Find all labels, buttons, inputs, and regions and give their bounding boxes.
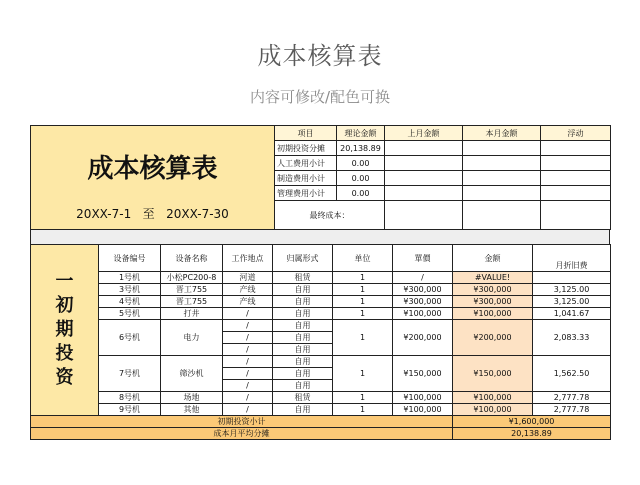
cell-id: 6号机 [99, 320, 161, 356]
cell-name: 筛沙机 [161, 356, 223, 392]
summary-cell[interactable] [463, 156, 541, 171]
cell-form: 自用 [273, 284, 333, 296]
cell-unit: 1 [333, 308, 393, 320]
cell-name: 晋工755 [161, 296, 223, 308]
average-row [31, 428, 611, 440]
cell-unit: 1 [333, 356, 393, 392]
header-this-month: 本月金额 [463, 126, 541, 141]
col-location: 工作地点 [223, 245, 273, 272]
summary-row-label: 初期投资分摊 [275, 141, 337, 156]
col-unit: 单位 [333, 245, 393, 272]
summary-cell[interactable] [385, 186, 463, 201]
cell-place: 河道 [223, 272, 273, 284]
cell-dep: 2,777.78 [533, 392, 611, 404]
cell-price: ¥100,000 [393, 308, 453, 320]
cell-unit: 1 [333, 320, 393, 356]
cell-price: ¥300,000 [393, 284, 453, 296]
col-device-name: 设备名称 [161, 245, 223, 272]
cell-place: / [223, 392, 273, 404]
cell-price: ¥150,000 [393, 356, 453, 392]
cell-amount: ¥100,000 [453, 392, 533, 404]
cell-form: 租赁 [273, 392, 333, 404]
summary-row-value[interactable]: 0.00 [337, 186, 385, 201]
summary-row-value[interactable]: 0.00 [337, 171, 385, 186]
cell-place: / [223, 332, 273, 344]
cell-place: 产线 [223, 296, 273, 308]
cell-price: / [393, 272, 453, 284]
cell-id: 5号机 [99, 308, 161, 320]
col-price: 單價 [393, 245, 453, 272]
cell-form: 自用 [273, 380, 333, 392]
cell-dep: 1,041.67 [533, 308, 611, 320]
summary-cell[interactable] [463, 201, 541, 230]
cell-place: / [223, 320, 273, 332]
cost-sheet [30, 125, 610, 453]
cell-amount: ¥200,000 [453, 320, 533, 356]
summary-table [30, 125, 611, 230]
summary-row-value[interactable]: 0.00 [337, 156, 385, 171]
cell-amount: ¥150,000 [453, 356, 533, 392]
summary-title-cell [31, 126, 275, 230]
header-last-month: 上月金额 [385, 126, 463, 141]
cell-form: 自用 [273, 296, 333, 308]
summary-row-label: 管理费用小计 [275, 186, 337, 201]
summary-row-label: 制造费用小计 [275, 171, 337, 186]
summary-cell[interactable] [541, 156, 611, 171]
summary-cell[interactable] [385, 156, 463, 171]
cell-amount: ¥300,000 [453, 296, 533, 308]
col-depreciation: 月折旧费 [533, 245, 611, 272]
table-row [31, 308, 611, 320]
cell-amount: ¥100,000 [453, 308, 533, 320]
cell-id: 8号机 [99, 392, 161, 404]
cell-form: 自用 [273, 308, 333, 320]
cell-place: / [223, 404, 273, 416]
cell-name: 电力 [161, 320, 223, 356]
cell-id: 9号机 [99, 404, 161, 416]
subtotal-row [31, 416, 611, 428]
cell-name: 其他 [161, 404, 223, 416]
cell-dep: 3,125.00 [533, 284, 611, 296]
summary-cell[interactable] [463, 141, 541, 156]
cell-dep: 3,125.00 [533, 296, 611, 308]
final-cost-label: 最终成本： [275, 201, 385, 230]
cell-price: ¥100,000 [393, 392, 453, 404]
summary-cell[interactable] [463, 171, 541, 186]
date-separator: 至 [142, 207, 155, 221]
table-row [31, 272, 611, 284]
detail-table [30, 244, 611, 440]
summary-big-title: 成本核算表 [87, 154, 218, 184]
cell-id: 4号机 [99, 296, 161, 308]
cell-dep: 2,777.78 [533, 404, 611, 416]
cell-dep: 2,083.33 [533, 320, 611, 356]
table-row [31, 296, 611, 308]
cell-place: / [223, 344, 273, 356]
header-item: 项目 [275, 126, 337, 141]
cell-id: 7号机 [99, 356, 161, 392]
cell-form: 自用 [273, 320, 333, 332]
table-row [31, 320, 611, 332]
cell-unit: 1 [333, 284, 393, 296]
cell-name: 场地 [161, 392, 223, 404]
summary-cell[interactable] [541, 201, 611, 230]
section-label: 一 初 期 投 资 [31, 245, 99, 416]
cell-price: ¥300,000 [393, 296, 453, 308]
cell-name: 小松PC200-8 [161, 272, 223, 284]
table-row [31, 404, 611, 416]
date-to: 20XX-7-30 [166, 207, 229, 221]
cell-unit: 1 [333, 404, 393, 416]
cell-amount: ¥100,000 [453, 404, 533, 416]
average-value: 20,138.89 [453, 428, 611, 440]
cell-place: / [223, 308, 273, 320]
summary-cell[interactable] [541, 171, 611, 186]
summary-cell[interactable] [385, 141, 463, 156]
cell-form: 自用 [273, 344, 333, 356]
table-row [31, 284, 611, 296]
cell-place: 产线 [223, 284, 273, 296]
header-theory: 理论金额 [337, 126, 385, 141]
cell-amount: ¥300,000 [453, 284, 533, 296]
cell-dep: 1,562.50 [533, 356, 611, 392]
page-title: 成本核算表 [257, 42, 383, 70]
date-range [31, 205, 274, 222]
summary-cell[interactable] [541, 141, 611, 156]
cell-form: 自用 [273, 356, 333, 368]
cell-form: 租赁 [273, 272, 333, 284]
page-subtitle: 内容可修改/配色可换 [249, 88, 391, 106]
cell-form: 自用 [273, 404, 333, 416]
summary-cell[interactable] [385, 171, 463, 186]
cell-price: ¥200,000 [393, 320, 453, 356]
cell-name: 晋工755 [161, 284, 223, 296]
cell-form: 自用 [273, 368, 333, 380]
summary-cell[interactable] [541, 186, 611, 201]
table-row [31, 392, 611, 404]
table-row [31, 356, 611, 368]
average-label: 成本月平均分摊 [31, 428, 453, 440]
summary-row-value[interactable]: 20,138.89 [337, 141, 385, 156]
cell-form: 自用 [273, 332, 333, 344]
cell-place: / [223, 368, 273, 380]
col-device-id: 设备编号 [99, 245, 161, 272]
col-ownership: 归属形式 [273, 245, 333, 272]
cell-unit: 1 [333, 392, 393, 404]
header-float: 浮动 [541, 126, 611, 141]
cell-amount: #VALUE! [453, 272, 533, 284]
cell-place: / [223, 380, 273, 392]
subtotal-value: ¥1,600,000 [453, 416, 611, 428]
cell-id: 3号机 [99, 284, 161, 296]
summary-row-label: 人工费用小计 [275, 156, 337, 171]
cell-dep [533, 272, 611, 284]
separator-bar [30, 230, 610, 244]
cell-id: 1号机 [99, 272, 161, 284]
cell-price: ¥100,000 [393, 404, 453, 416]
col-amount: 金额 [453, 245, 533, 272]
cell-unit: 1 [333, 272, 393, 284]
cell-name: 打井 [161, 308, 223, 320]
subtotal-label: 初期投资小计 [31, 416, 453, 428]
cell-unit: 1 [333, 296, 393, 308]
cell-place: / [223, 356, 273, 368]
date-from: 20XX-7-1 [76, 207, 132, 221]
final-cost-value[interactable] [385, 201, 463, 230]
summary-cell[interactable] [463, 186, 541, 201]
